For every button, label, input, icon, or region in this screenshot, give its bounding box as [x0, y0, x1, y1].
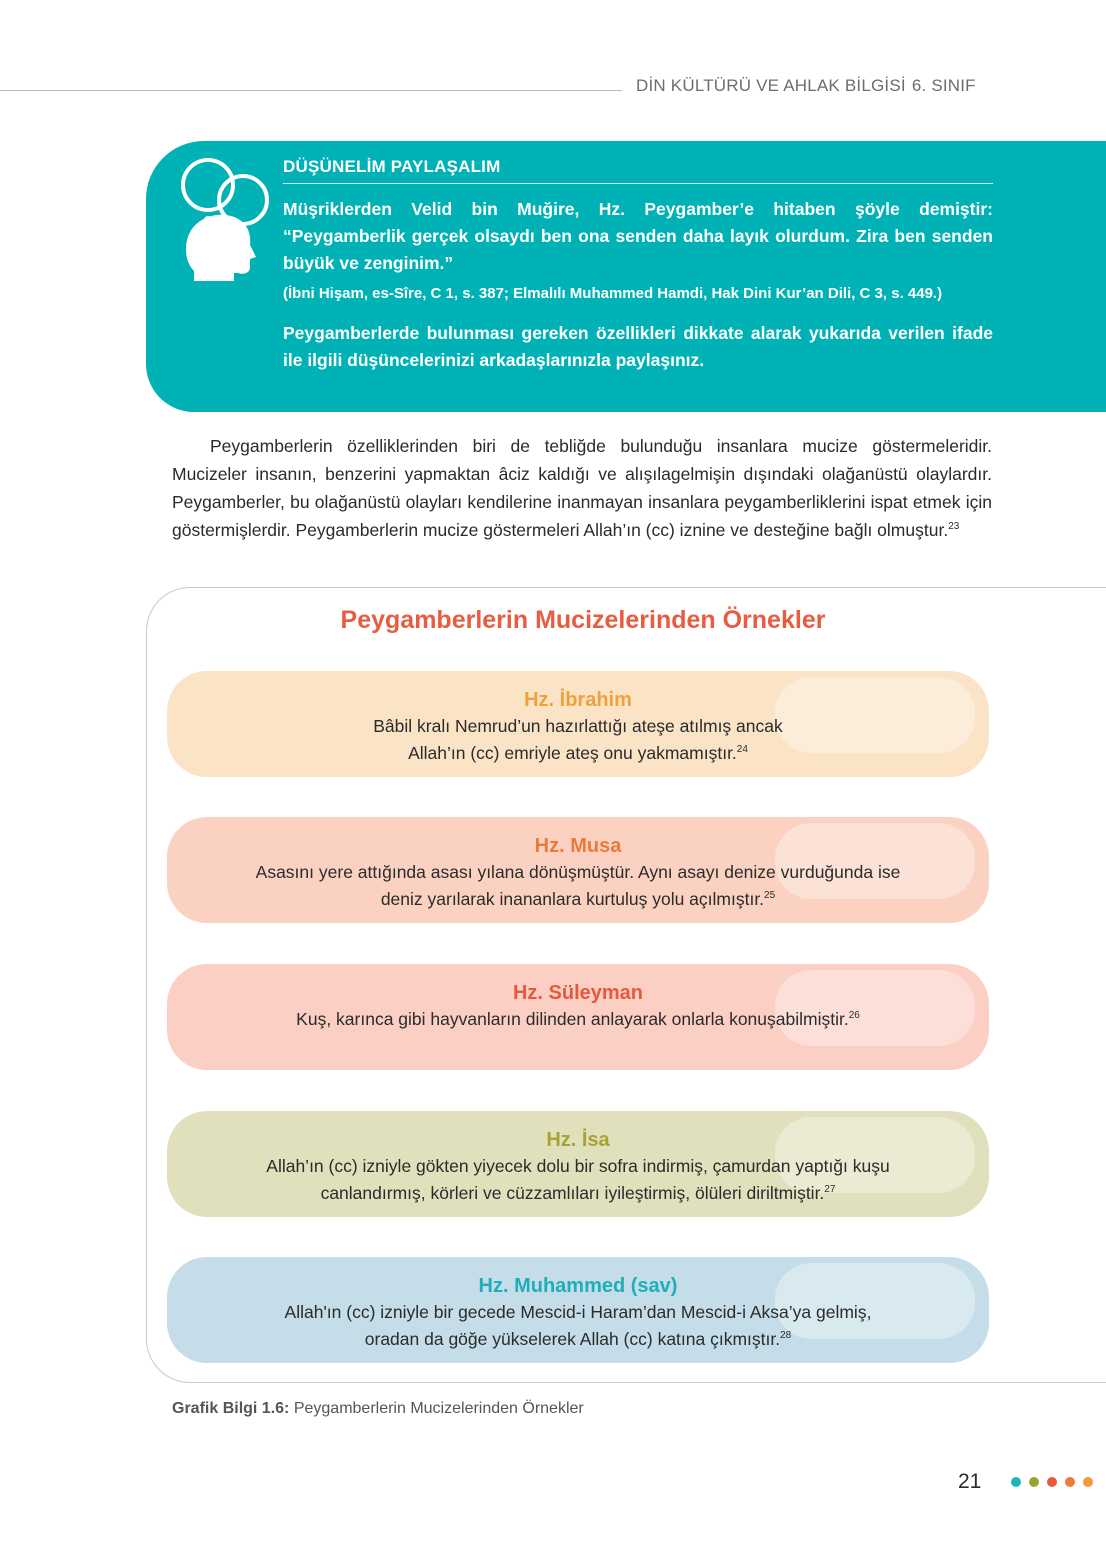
header-title	[636, 76, 976, 96]
prophet-name: Hz. Süleyman	[512, 982, 644, 1004]
miracle-card-ibrahim	[167, 671, 989, 777]
think-task: Peygamberlerde bulunması gereken özellikleri dikkate alarak yukarıda verilen ifade ile ilgili düşüncelerinizi arkadaşlarınızla paylaşınız.	[283, 323, 993, 370]
thinking-head-icon	[180, 153, 276, 281]
dot-icon	[1011, 1477, 1021, 1487]
miracle-card-suleyman	[167, 964, 989, 1070]
grade-label: 6. SINIF	[911, 76, 976, 95]
prophet-name: Hz. İsa	[546, 1129, 610, 1151]
think-source: (İbni Hişam, es-Sîre, C 1, s. 387; Elmalılı Muhammed Hamdi, Hak Dini Kur’an Dili, C 3, s. 449.)	[283, 285, 943, 302]
miracle-line: Allah’ın (cc) izniyle gökten yiyecek dolu bir sofra indirmiş, çamurdan yaptığı kuşu	[266, 1156, 890, 1176]
miracle-line	[167, 740, 989, 767]
miracle-card-musa	[167, 817, 989, 923]
caption-label: Grafik Bilgi 1.6:	[172, 1400, 290, 1417]
prophet-name: Hz. Musa	[534, 835, 622, 857]
miracle-line-text: canlandırmış, körleri ve cüzzamlıları iyileştirmiş, ölüleri diriltmiştir.	[320, 1183, 825, 1203]
prophet-name: Hz. Muhammed (sav)	[478, 1275, 678, 1297]
miracle-line-text: deniz yarılarak inananlara kurtuluş yolu açılmıştır.	[380, 889, 765, 909]
think-quote: Müşriklerden Velid bin Muğire, Hz. Peygamber’e hitaben şöyle demiştir: “Peygamberlik gerçek olsaydı ben ona senden daha layık olurdum. Zira ben senden büyük ve zenginim.”	[283, 199, 993, 273]
footnote-ref: 24	[736, 744, 748, 756]
decorative-dots	[1011, 1477, 1093, 1487]
figure-caption	[172, 1400, 584, 1418]
body-paragraph	[172, 432, 992, 544]
page-number: 21	[958, 1470, 982, 1493]
header-rule	[0, 90, 622, 91]
miracle-line	[167, 1180, 989, 1207]
footnote-ref: 25	[764, 890, 776, 902]
footnote-ref: 27	[824, 1184, 836, 1196]
miracle-line-text: oradan da göğe yükselerek Allah (cc) katına çıkmıştır.	[364, 1329, 781, 1349]
think-share-box	[146, 141, 1106, 412]
miracle-card-isa	[167, 1111, 989, 1217]
dot-icon	[1083, 1477, 1093, 1487]
miracle-line-text: Kuş, karınca gibi hayvanların dilinden anlayarak onlarla konuşabilmiştir.	[296, 1009, 849, 1029]
miracle-line	[167, 1326, 989, 1353]
miracle-line: Allah'ın (cc) izniyle bir gecede Mescid-i Haram’dan Mescid-i Aksa’ya gelmiş,	[284, 1302, 872, 1322]
body-paragraph-text: Peygamberlerin özelliklerinden biri de tebliğde bulunduğu insanlara mucize göstermeleridir. Mucizeler insanın, benzerini yapmaktan âciz kaldığı ve alışılagelmişin dışındaki olağanüstü olaylardır. Peygamberler, bu olağanüstü olayları kendilerine inanmayan insanlara peygamberliklerini ispat etmek için göstermişlerdir. Peygamberlerin mucize göstermeleri Allah’ın (cc) iznine ve desteğine bağlı olmuştur.	[172, 436, 992, 540]
miracle-line: Asasını yere attığında asası yılana dönüşmüştür. Aynı asayı denize vurduğunda ise	[255, 862, 901, 882]
miracle-line	[167, 1006, 989, 1033]
dot-icon	[1065, 1477, 1075, 1487]
caption-text: Peygamberlerin Mucizelerinden Örnekler	[293, 1400, 584, 1417]
miracle-line-text: Allah’ın (cc) emriyle ateş onu yakmamıştır.	[408, 743, 737, 763]
miracle-line	[167, 886, 989, 913]
think-content	[283, 157, 993, 374]
infographic-title: Peygamberlerin Mucizelerinden Örnekler	[340, 606, 826, 634]
dot-icon	[1029, 1477, 1039, 1487]
dot-icon	[1047, 1477, 1057, 1487]
miracle-card-muhammed	[167, 1257, 989, 1363]
prophet-name: Hz. İbrahim	[524, 689, 632, 711]
miracle-line: Bâbil kralı Nemrud’un hazırlattığı ateşe atılmış ancak	[373, 716, 783, 736]
footnote-ref: 28	[780, 1330, 792, 1342]
footnote-ref: 26	[848, 1010, 860, 1022]
think-title: DÜŞÜNELİM PAYLAŞALIM	[283, 157, 993, 184]
footnote-ref: 23	[948, 521, 960, 533]
book-title: DİN KÜLTÜRÜ VE AHLAK BİLGİSİ	[636, 76, 906, 95]
